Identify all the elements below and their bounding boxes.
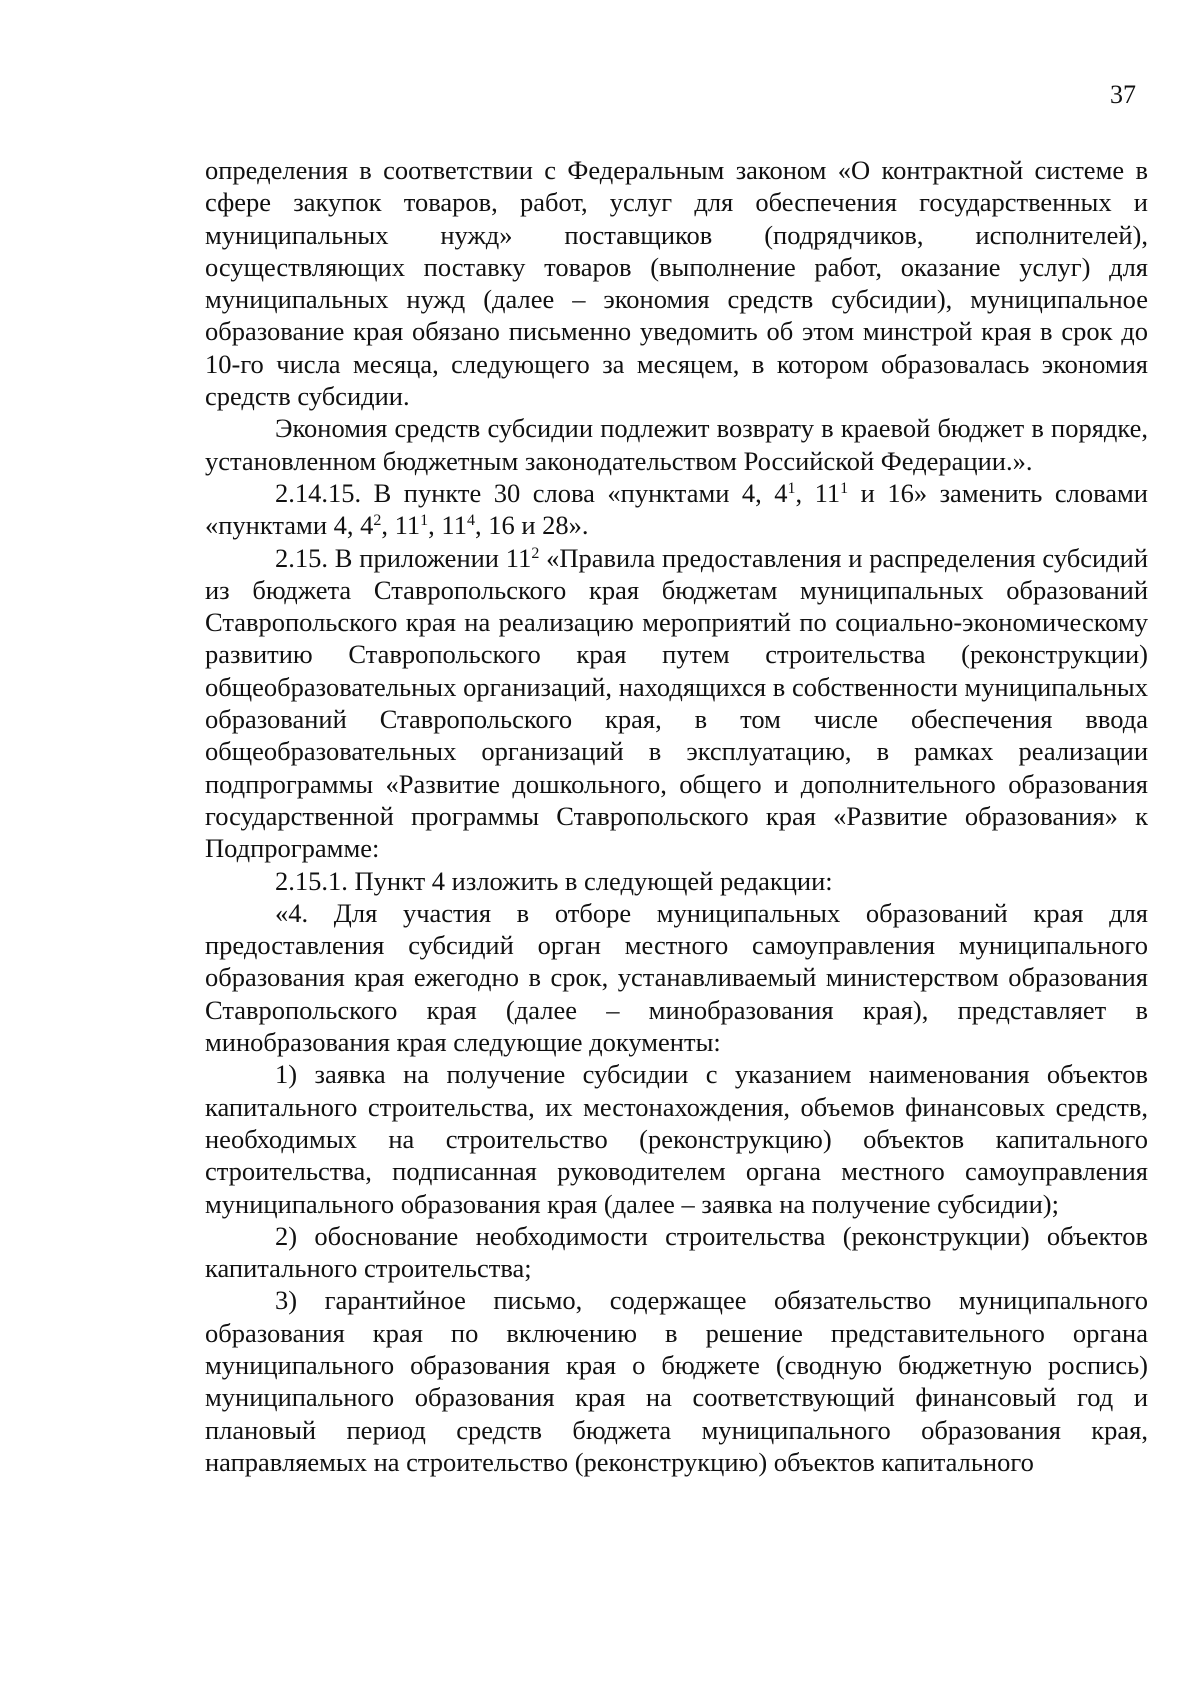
- paragraph-item-4: «4. Для участия в отборе муниципальных образований края для предоставления субсидий орган местного самоуправления муниципального образования края ежегодно в срок, устанавливаемый министерством образования Ставропольского края (далее – минобразования края), представляет в минобразования края следующие документы:: [205, 897, 1148, 1058]
- document-body: [205, 154, 1148, 1478]
- list-item-2: 2) обоснование необходимости строительства (реконструкции) объектов капитального строительства;: [205, 1220, 1148, 1284]
- paragraph-2-15-1: 2.15.1. Пункт 4 изложить в следующей редакции:: [275, 865, 833, 896]
- paragraph-subsidy-refund: Экономия средств субсидии подлежит возврату в краевой бюджет в порядке, установленном бюджетным законодательством Российской Федерации.».: [205, 413, 1148, 476]
- paragraph-2-14-15: 2.14.15. В пункте 30 слова «пунктами 4, $4^1$, $11^1$ и 16» заменить словами «пунктами 4, $4^2$, $11^1$, $11^4$, 16 и 28».: [205, 477, 1148, 541]
- paragraph-continuation: определения в соответствии с Федеральным законом «О контрактной системе в сфере закупок товаров, работ, услуг для обеспечения государственных и муниципальных нужд» поставщиков (подрядчиков, исполнителей), осуществляющих поставку товаров (выполнение работ, оказание услуг) для муниципальных нужд (далее – экономия средств субсидии), муниципальное образование края обязано письменно уведомить об этом минстрой края в срок до 10-го числа месяца, следующего за месяцем, в котором образовалась экономия средств субсидии.: [205, 155, 1148, 412]
- list-item-1: 1) заявка на получение субсидии с указанием наименования объектов капитального строительства, их местонахождения, объемов финансовых средств, необходимых на строительство (реконструкцию) объектов капитального строительства, подписанная руководителем органа местного самоуправления муниципального образования края (далее – заявка на получение субсидии);: [205, 1059, 1148, 1219]
- page-number: 37: [1110, 80, 1136, 109]
- list-item-3: 3) гарантийное письмо, содержащее обязательство муниципального образования края по включению в решение представительного органа муниципального образования края о бюджете (сводную бюджетную роспись) муниципального образования края на соответствующий финансовый год и плановый период средств бюджета муниципального образования края, направляемых на строительство (реконструкцию) объектов капитального: [205, 1285, 1148, 1477]
- paragraph-2-15: 2.15. В приложении $11^2$ «Правила предоставления и распределения субсидий из бюджета Ставропольского края бюджетам муниципальных образований Ставропольского края на реализацию мероприятий по социально-экономическому развитию Ставропольского края путем строительства (реконструкции) общеобразовательных организаций, находящихся в собственности муниципальных образований Ставропольского края, в том числе обеспечения ввода общеобразовательных организаций в эксплуатацию, в рамках реализации подпрограммы «Развитие дошкольного, общего и дополнительного образования государственной программы Ставропольского края «Развитие образования» к Подпрограмме:: [205, 542, 1148, 864]
